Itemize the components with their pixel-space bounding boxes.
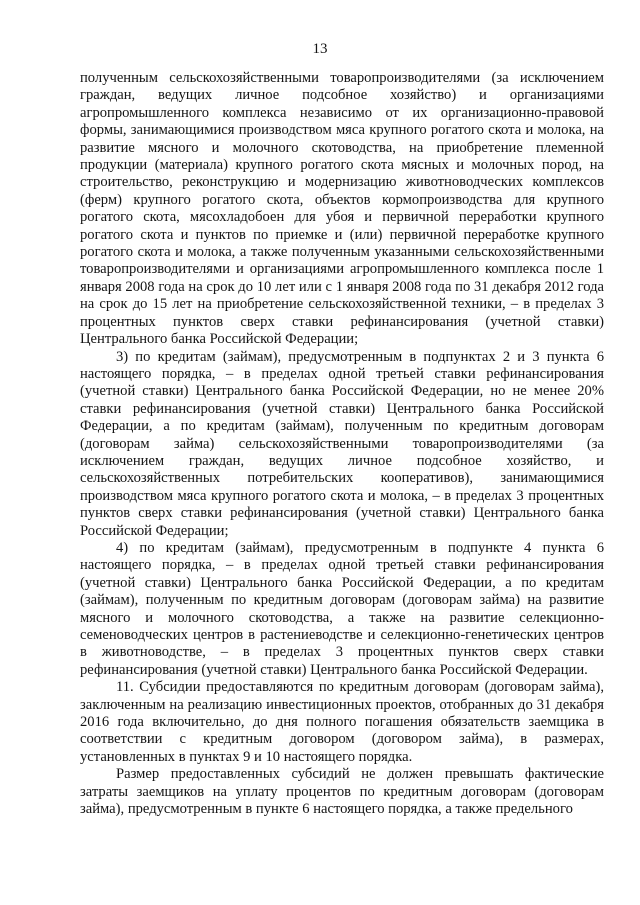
paragraph-subsidy-limit: Размер предоставленных субсидий не должен превышать фактические затраты заемщиков на уплату процентов по кредитным договорам (договорам займа), предусмотренным в пункте 6 настоящего порядка, а также предельного xyxy=(80,766,604,818)
paragraph-continuation: полученным сельскохозяйственными товаропроизводителями (за исключением граждан, ведущих личное подсобное хозяйство) и организациями агропромышленного комплекса независимо от их организационно-правовой формы, занимающимися производством мяса крупного рогатого скота и молока, на развитие мясного и молочного скотоводства, на приобретение племенной продукции (материала) крупного рогатого скота мясных и молочных пород, на строительство, реконструкцию и модернизацию животноводческих комплексов (ферм) крупного рогатого скота, объектов кормопроизводства для крупного рогатого скота, мясохладобоен для убоя и первичной переработки крупного рогатого скота и пунктов по приемке и (или) первичной переработке крупного рогатого скота и молока, а также полученным указанными сельскохозяйственными товаропроизводителями и организациями агропромышленного комплекса после 1 января 2008 года на срок до 10 лет или с 1 января 2008 года по 31 декабря 2012 года на срок до 15 лет на приобретение сельскохозяйственной техники, – в пределах 3 процентных пунктов сверх ставки рефинансирования (учетной ставки) Центрального банка Российской Федерации; xyxy=(80,70,604,348)
paragraph-item-11: 11. Субсидии предоставляются по кредитным договорам (договорам займа), заключенным на реализацию инвестиционных проектов, отобранных до 31 декабря 2016 года включительно, до дня полного погашения обязательств заемщика в соответствии с кредитным договором (договором займа), в размерах, установленных в пунктах 9 и 10 настоящего порядка. xyxy=(80,679,604,765)
document-body xyxy=(80,70,604,818)
paragraph-subitem-3: 3) по кредитам (займам), предусмотренным в подпунктах 2 и 3 пункта 6 настоящего порядка, – в пределах одной третьей ставки рефинансирования (учетной ставки) Центрального банка Российской Федерации, но не менее 20% ставки рефинансирования (учетной ставки) Центрального банка Российской Федерации, а по кредитам (займам), полученным по кредитным договорам (договорам займа) сельскохозяйственными товаропроизводителями (за исключением граждан, ведущих личное подсобное хозяйство, и сельскохозяйственных потребительских кооперативов), занимающимися производством мяса крупного рогатого скота и молока, – в пределах 3 процентных пунктов сверх ставки рефинансирования (учетной ставки) Центрального банка Российской Федерации; xyxy=(80,348,604,539)
paragraph-subitem-4: 4) по кредитам (займам), предусмотренным в подпункте 4 пункта 6 настоящего порядка, – в пределах одной третьей ставки рефинансирования (учетной ставки) Центрального банка Российской Федерации, а по кредитам (займам), полученным по кредитным договорам (договорам займа) на развитие мясного и молочного скотоводства, а также на развитие селекционно-семеноводческих центров в растениеводстве и селекционно-генетических центров в животноводстве, – в пределах 3 процентных пунктов сверх ставки рефинансирования (учетной ставки) Центрального банка Российской Федерации. xyxy=(80,539,604,678)
page-number: 13 xyxy=(312,41,328,57)
